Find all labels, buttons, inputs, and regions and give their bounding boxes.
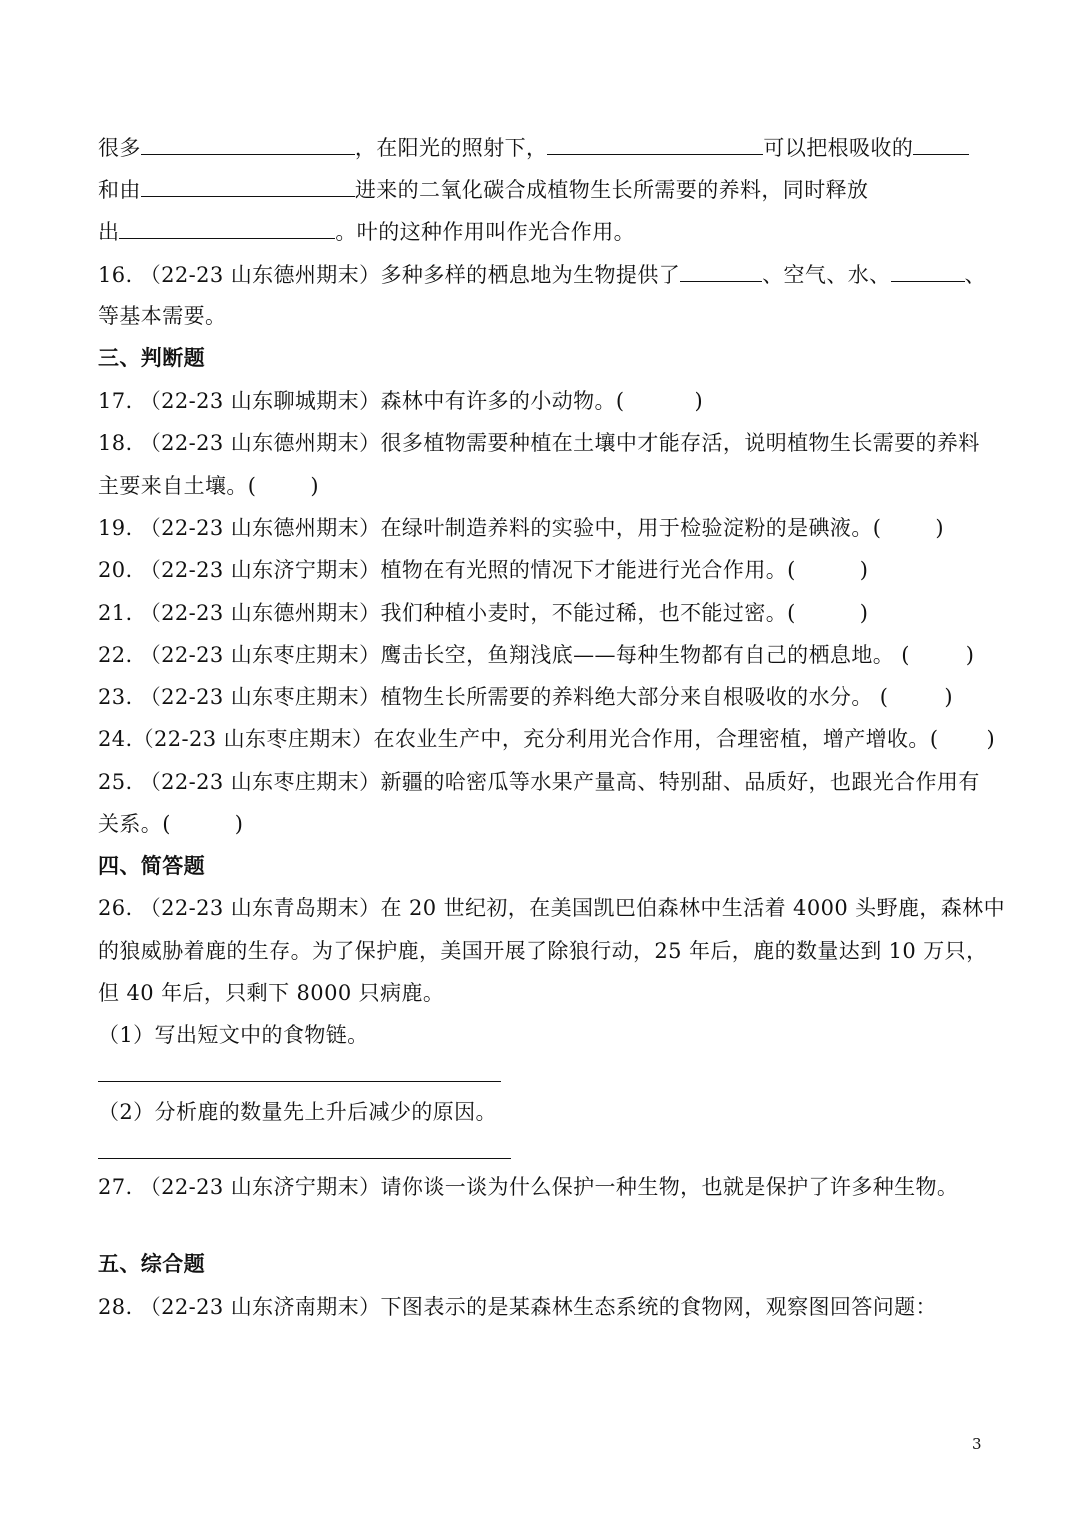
- q16-text-b: 、空气、水、: [762, 263, 891, 287]
- q23-source: （22-23 山东枣庄期末）: [139, 685, 381, 709]
- q16-blank-1[interactable]: [680, 259, 762, 282]
- q28: [98, 1292, 937, 1322]
- q17-text: 森林中有许多的小动物。(: [380, 389, 625, 413]
- q18-text: 很多植物需要种植在土壤中才能存活，说明植物生长需要的养料: [380, 431, 980, 455]
- q15-blank-1[interactable]: [141, 132, 355, 155]
- q22: [98, 640, 974, 670]
- q21-source: （22-23 山东德州期末）: [139, 601, 381, 625]
- q27-source: （22-23 山东济宁期末）: [139, 1175, 381, 1199]
- q24-close-paren: ): [986, 727, 996, 751]
- page-number: 3: [972, 1435, 982, 1453]
- q15-line-2: [98, 174, 868, 205]
- q20: [98, 555, 868, 585]
- q25-line-1: [98, 767, 980, 797]
- q18-line-1: [98, 428, 980, 458]
- q25-line-2: [98, 809, 243, 839]
- q22-text: 鹰击长空，鱼翔浅底——每种生物都有自己的栖息地。 (: [380, 643, 910, 667]
- q17: [98, 386, 703, 416]
- q20-close-paren: ): [859, 558, 869, 582]
- q26-line-3: [98, 978, 444, 1008]
- q28-number: 28.: [98, 1295, 133, 1319]
- section-5-heading: 五、综合题: [98, 1252, 205, 1276]
- q26-line-2: [98, 936, 987, 966]
- q17-source: （22-23 山东聊城期末）: [139, 389, 381, 413]
- q15-text-d: 和由: [98, 178, 141, 202]
- q17-number: 17.: [98, 389, 133, 413]
- q26-answer-line-1[interactable]: [98, 1081, 501, 1082]
- q20-number: 20.: [98, 558, 133, 582]
- q22-source: （22-23 山东枣庄期末）: [139, 643, 381, 667]
- q15-blank-5[interactable]: [119, 216, 335, 239]
- q15-text-g: 。叶的这种作用叫作光合作用。: [335, 220, 636, 244]
- q28-source: （22-23 山东济南期末）: [139, 1295, 381, 1319]
- q15-text-b: ，在阳光的照射下，: [354, 136, 548, 160]
- q24: [98, 724, 995, 754]
- q26-sub1: （1）写出短文中的食物链。: [98, 1023, 369, 1047]
- q26-answer-line-2[interactable]: [98, 1158, 511, 1159]
- q26-text-3: 但 40 年后，只剩下 8000 只病鹿。: [98, 981, 445, 1005]
- q18-source: （22-23 山东德州期末）: [139, 431, 381, 455]
- q26-text-2: 的狼威胁着鹿的生存。为了保护鹿，美国开展了除狼行动，25 年后，鹿的数量达到 10 万只，: [98, 939, 988, 963]
- q26-text: 在 20 世纪初，在美国凯巴伯森林中生活着 4000 头野鹿，森林中: [380, 896, 1005, 920]
- q26-source: （22-23 山东青岛期末）: [139, 896, 381, 920]
- q17-close-paren: ): [694, 389, 704, 413]
- q16-text-c: 、: [964, 263, 986, 287]
- q16-number: 16.: [98, 263, 133, 287]
- q16-line-2: [98, 301, 226, 331]
- q24-source: （22-23 山东枣庄期末）: [132, 727, 374, 751]
- q15-text-e: 进来的二氧化碳合成植物生长所需要的养料，同时释放: [354, 178, 869, 202]
- q25-text: 新疆的哈密瓜等水果产量高、特别甜、品质好，也跟光合作用有: [380, 770, 980, 794]
- q24-text: 在农业生产中，充分利用光合作用，合理密植，增产增收。(: [373, 727, 939, 751]
- q26-line-1: [98, 893, 1005, 923]
- q18-number: 18.: [98, 431, 133, 455]
- q19-number: 19.: [98, 516, 133, 540]
- q26-sub2: （2）分析鹿的数量先上升后减少的原因。: [98, 1100, 497, 1124]
- q28-text: 下图表示的是某森林生态系统的食物网，观察图回答问题：: [380, 1295, 937, 1319]
- q15-text-a: 很多: [98, 136, 141, 160]
- q21-text: 我们种植小麦时，不能过稀，也不能过密。(: [380, 601, 796, 625]
- q18-close-paren: ): [310, 474, 319, 498]
- q15-blank-2[interactable]: [547, 132, 763, 155]
- q15-blank-4[interactable]: [141, 174, 355, 197]
- q16-blank-2[interactable]: [891, 259, 965, 282]
- q25-close-paren: ): [234, 812, 244, 836]
- section-3-heading: 三、判断题: [98, 346, 205, 370]
- q20-source: （22-23 山东济宁期末）: [139, 558, 381, 582]
- q20-text: 植物在有光照的情况下才能进行光合作用。(: [380, 558, 796, 582]
- q19-source: （22-23 山东德州期末）: [139, 516, 381, 540]
- q26-number: 26.: [98, 896, 133, 920]
- q27-number: 27.: [98, 1175, 133, 1199]
- q25-text-2: 关系。(: [98, 812, 171, 836]
- q19: [98, 513, 944, 543]
- q19-close-paren: ): [935, 516, 944, 540]
- q16-text-a: 多种多样的栖息地为生物提供了: [380, 263, 681, 287]
- q21-close-paren: ): [859, 601, 869, 625]
- q16-source: （22-23 山东德州期末）: [139, 263, 381, 287]
- q27-text: 请你谈一谈为什么保护一种生物，也就是保护了许多种生物。: [380, 1175, 959, 1199]
- q15-text-c: 可以把根吸收的: [763, 136, 914, 160]
- q16-text-d: 等基本需要。: [98, 304, 227, 328]
- q15-blank-3[interactable]: [913, 132, 969, 155]
- q25-number: 25.: [98, 770, 133, 794]
- q21-number: 21.: [98, 601, 133, 625]
- q15-text-f: 出: [98, 220, 120, 244]
- q16-line-1: [98, 259, 986, 290]
- q25-source: （22-23 山东枣庄期末）: [139, 770, 381, 794]
- q15-line-3: [98, 216, 635, 247]
- q23-close-paren: ): [944, 685, 953, 709]
- section-4-heading: 四、简答题: [98, 854, 205, 878]
- q18-line-2: [98, 471, 319, 501]
- q22-close-paren: ): [965, 643, 975, 667]
- q24-number: 24.: [98, 727, 133, 751]
- q18-text-2: 主要来自土壤。(: [98, 474, 257, 498]
- q27: [98, 1172, 958, 1202]
- q21: [98, 598, 868, 628]
- q23-number: 23.: [98, 685, 133, 709]
- q15-line-1: [98, 132, 969, 163]
- q23: [98, 682, 953, 712]
- q23-text: 植物生长所需要的养料绝大部分来自根吸收的水分。 (: [380, 685, 889, 709]
- q19-text: 在绿叶制造养料的实验中，用于检验淀粉的是碘液。(: [380, 516, 882, 540]
- q22-number: 22.: [98, 643, 133, 667]
